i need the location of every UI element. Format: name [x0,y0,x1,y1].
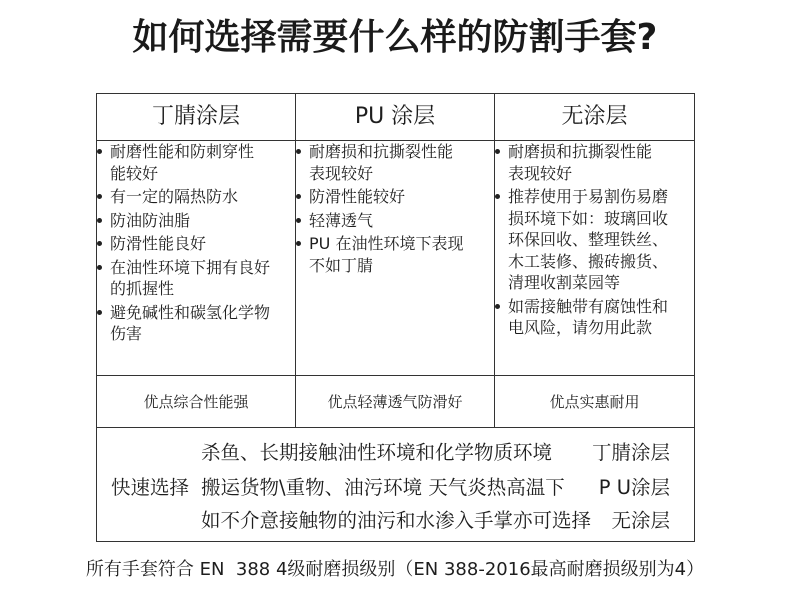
quick-select-scenario: 如不介意接触物的油污和水渗入手掌亦可选择 [201,509,592,532]
bullet-dot-icon [97,310,102,315]
feature-line: 避免碱性和碳氢化学物 [110,302,271,322]
quick-select-box [97,428,694,541]
quick-select-label: 快速选择 [111,476,190,499]
comparison-table [96,93,695,542]
no-coating-feature-list [495,141,694,339]
feature-line: 损环境下如：玻璃回收 [508,208,669,228]
no-coating-features-cell [495,141,695,376]
advantage-row [97,376,695,428]
feature-item [495,296,694,339]
quick-select-cell [97,428,695,542]
feature-item [296,233,494,276]
feature-line: 耐磨性能和防刺穿性 [110,142,255,161]
feature-line: 伤害 [110,324,143,343]
feature-line: 木工装修、搬砖搬货、 [508,251,669,271]
feature-line: 如需接触带有腐蚀性和 [508,296,669,316]
header-pu-coating: PU 涂层 [296,94,495,141]
feature-line: 表现较好 [508,163,573,183]
feature-line: 防滑性能良好 [110,234,207,253]
feature-item [495,141,694,184]
header-nitrile-coating: 丁腈涂层 [97,94,296,141]
header-row [97,94,695,141]
feature-line: 轻薄透气 [309,210,374,230]
feature-item [296,141,494,184]
bullet-dot-icon [296,149,301,154]
quick-select-scenario: 杀鱼、长期接触油性环境和化学物质环境 [201,441,553,464]
standard-note: 所有手套符合 EN 388 4级耐磨损级别（EN 388-2016最高耐磨损级别为4） [85,559,705,580]
quick-select-row [97,428,695,542]
feature-line: 防油防油脂 [110,210,191,230]
quick-select-choice: P U涂层 [598,476,670,499]
feature-line: 耐磨损和抗撕裂性能 [508,142,653,161]
bullet-dot-icon [97,218,102,223]
feature-line: 表现较好 [309,163,374,183]
quick-select-choice: 丁腈涂层 [591,441,670,464]
page-title: 如何选择需要什么样的防割手套? [132,17,658,58]
feature-line: 能较好 [110,163,159,183]
nitrile-advantage: 优点综合性能强 [97,376,296,428]
feature-item [97,210,295,232]
feature-line: 推荐使用于易割伤易磨 [508,187,669,206]
feature-line: 不如丁腈 [309,255,374,275]
feature-line: 耐磨损和抗撕裂性能 [309,142,454,161]
feature-line: 电风险，请勿用此款 [508,318,653,337]
quick-select-choice: 无涂层 [611,509,670,532]
feature-item [97,302,295,345]
feature-item [296,186,494,208]
feature-item [97,233,295,255]
quick-select-scenario: 搬运货物\重物、油污环境 天气炎热高温下 [201,476,565,499]
bullet-dot-icon [495,194,500,199]
bullet-dot-icon [495,149,500,154]
features-row [97,141,695,376]
feature-item [296,210,494,232]
nitrile-features-cell [97,141,296,376]
feature-item [97,257,295,300]
feature-item [495,186,694,294]
feature-line: 在油性环境下拥有良好 [110,257,271,277]
feature-item [97,141,295,184]
feature-line: 环保回收、整理铁丝、 [508,230,669,249]
bullet-dot-icon [97,194,102,199]
nitrile-feature-list [97,141,295,345]
no-coating-advantage: 优点实惠耐用 [495,376,695,428]
feature-line: PU 在油性环境下表现 [309,234,464,253]
feature-line: 的抓握性 [110,279,175,298]
bullet-dot-icon [296,218,301,223]
bullet-dot-icon [97,265,102,270]
bullet-dot-icon [97,149,102,154]
bullet-dot-icon [296,241,301,246]
bullet-dot-icon [495,304,500,309]
feature-line: 清理收割菜园等 [508,273,621,292]
bullet-dot-icon [296,194,301,199]
pu-advantage: 优点轻薄透气防滑好 [296,376,495,428]
pu-features-cell [296,141,495,376]
feature-item [97,186,295,208]
feature-line: 防滑性能较好 [309,187,406,206]
header-no-coating: 无涂层 [495,94,695,141]
pu-feature-list [296,141,494,276]
feature-line: 有一定的隔热防水 [110,187,239,206]
bullet-dot-icon [97,241,102,246]
